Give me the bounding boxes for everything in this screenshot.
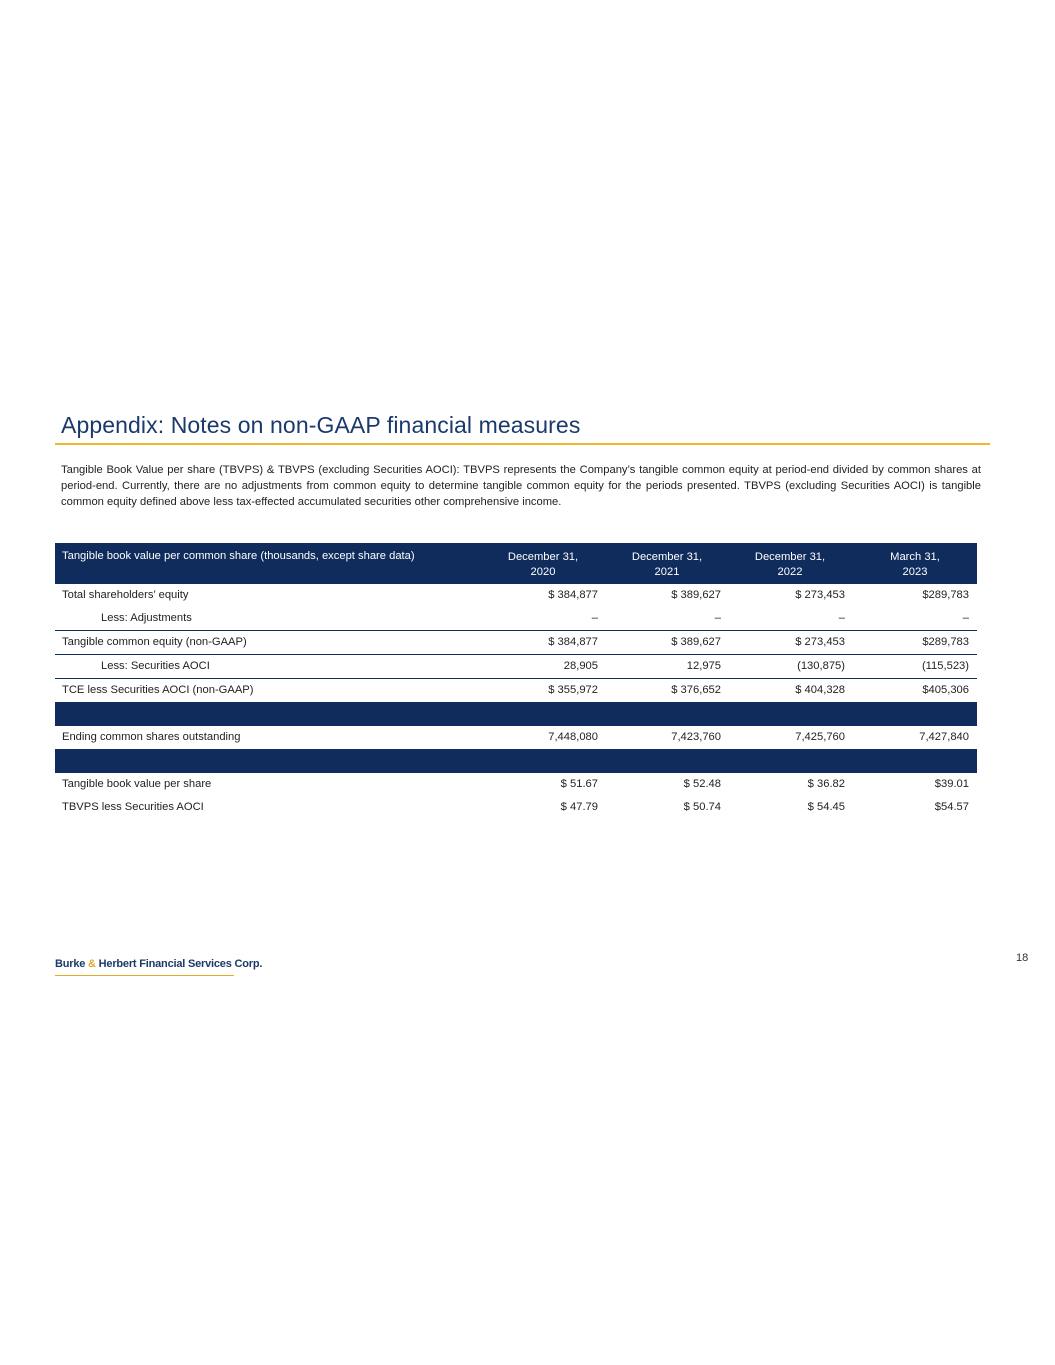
table-row [55, 631, 977, 655]
row-label: Less: Securities AOCI [101, 660, 210, 672]
header-label: Tangible book value per common share (thousands, except share data) [62, 550, 415, 562]
page-title: Appendix: Notes on non-GAAP financial measures [61, 412, 581, 438]
cell-value: (115,523) [921, 660, 969, 672]
col-header-dec-2021: December 31, 2021 [631, 551, 703, 578]
cell-value: $ 355,972 [548, 684, 598, 696]
section-band [55, 749, 977, 773]
cell-value: $ 389,627 [671, 589, 721, 601]
row-label: Less: Adjustments [101, 612, 192, 624]
cell-value: 28,905 [563, 660, 598, 672]
row-label: Total shareholders’ equity [62, 589, 189, 601]
cell-value: $ 273,453 [795, 589, 845, 601]
table-row [55, 607, 977, 631]
col-header-dec-2022: December 31, 2022 [754, 551, 826, 578]
cell-value: $54.57 [934, 801, 969, 813]
cell-value: $ 52.48 [683, 778, 721, 790]
cell-value: $ 273,453 [795, 636, 845, 648]
table-row [55, 773, 977, 796]
cell-value: (130,875) [797, 660, 845, 672]
tbv-table [55, 543, 977, 819]
company-logo: Burke & Herbert Financial Services Corp. [55, 958, 263, 970]
row-label: TBVPS less Securities AOCI [62, 801, 204, 813]
row-label: Tangible book value per share [62, 778, 212, 790]
cell-value: – [591, 612, 598, 624]
row-label: TCE less Securities AOCI (non-GAAP) [62, 684, 254, 696]
table-row [55, 796, 977, 819]
cell-value: $ 54.45 [807, 801, 845, 813]
cell-value: – [714, 612, 721, 624]
cell-value: $289,783 [922, 589, 969, 601]
cell-value: $ 47.79 [560, 801, 598, 813]
cell-value: 12,975 [686, 660, 721, 672]
section-band [55, 702, 977, 726]
logo-underline [55, 975, 234, 976]
cell-value: $ 51.67 [560, 778, 598, 790]
cell-value: $ 389,627 [671, 636, 721, 648]
row-label: Ending common shares outstanding [62, 731, 241, 743]
cell-value: – [838, 612, 845, 624]
cell-value: $405,306 [922, 684, 969, 696]
table-row [55, 679, 977, 702]
cell-value: $ 50.74 [683, 801, 721, 813]
intro-paragraph: Tangible Book Value per share (TBVPS) & TBVPS (excluding Securities AOCI): TBVPS represents the Company’s tangible common equity at period-end divided by common shares at period-end. Currently, there are no adjustments from common equity to determine tangible common equity for the periods presented. TBVPS (excluding Securities AOCI) is tangible common equity defined above less tax-effected accumulated securities other comprehensive income. [61, 464, 981, 508]
cell-value: $ 404,328 [795, 684, 845, 696]
cell-value: $ 376,652 [671, 684, 721, 696]
cell-value: $ 36.82 [807, 778, 845, 790]
cell-value: $289,783 [922, 636, 969, 648]
page-number: 18 [1016, 952, 1029, 964]
cell-value: $ 384,877 [548, 589, 598, 601]
cell-value: 7,448,080 [548, 731, 598, 743]
table-row [55, 584, 977, 607]
title-underline [55, 443, 990, 445]
col-header-mar-2023: March 31, 2023 [890, 551, 940, 578]
table-row [55, 655, 977, 679]
cell-value: 7,423,760 [671, 731, 721, 743]
cell-value: $ 384,877 [548, 636, 598, 648]
cell-value: – [962, 612, 969, 624]
col-header-dec-2020: December 31, 2020 [507, 551, 579, 578]
cell-value: $39.01 [934, 778, 969, 790]
cell-value: 7,425,760 [795, 731, 845, 743]
cell-value: 7,427,840 [919, 731, 969, 743]
table-row [55, 726, 977, 749]
row-label: Tangible common equity (non-GAAP) [62, 636, 247, 648]
table-header [55, 543, 977, 584]
